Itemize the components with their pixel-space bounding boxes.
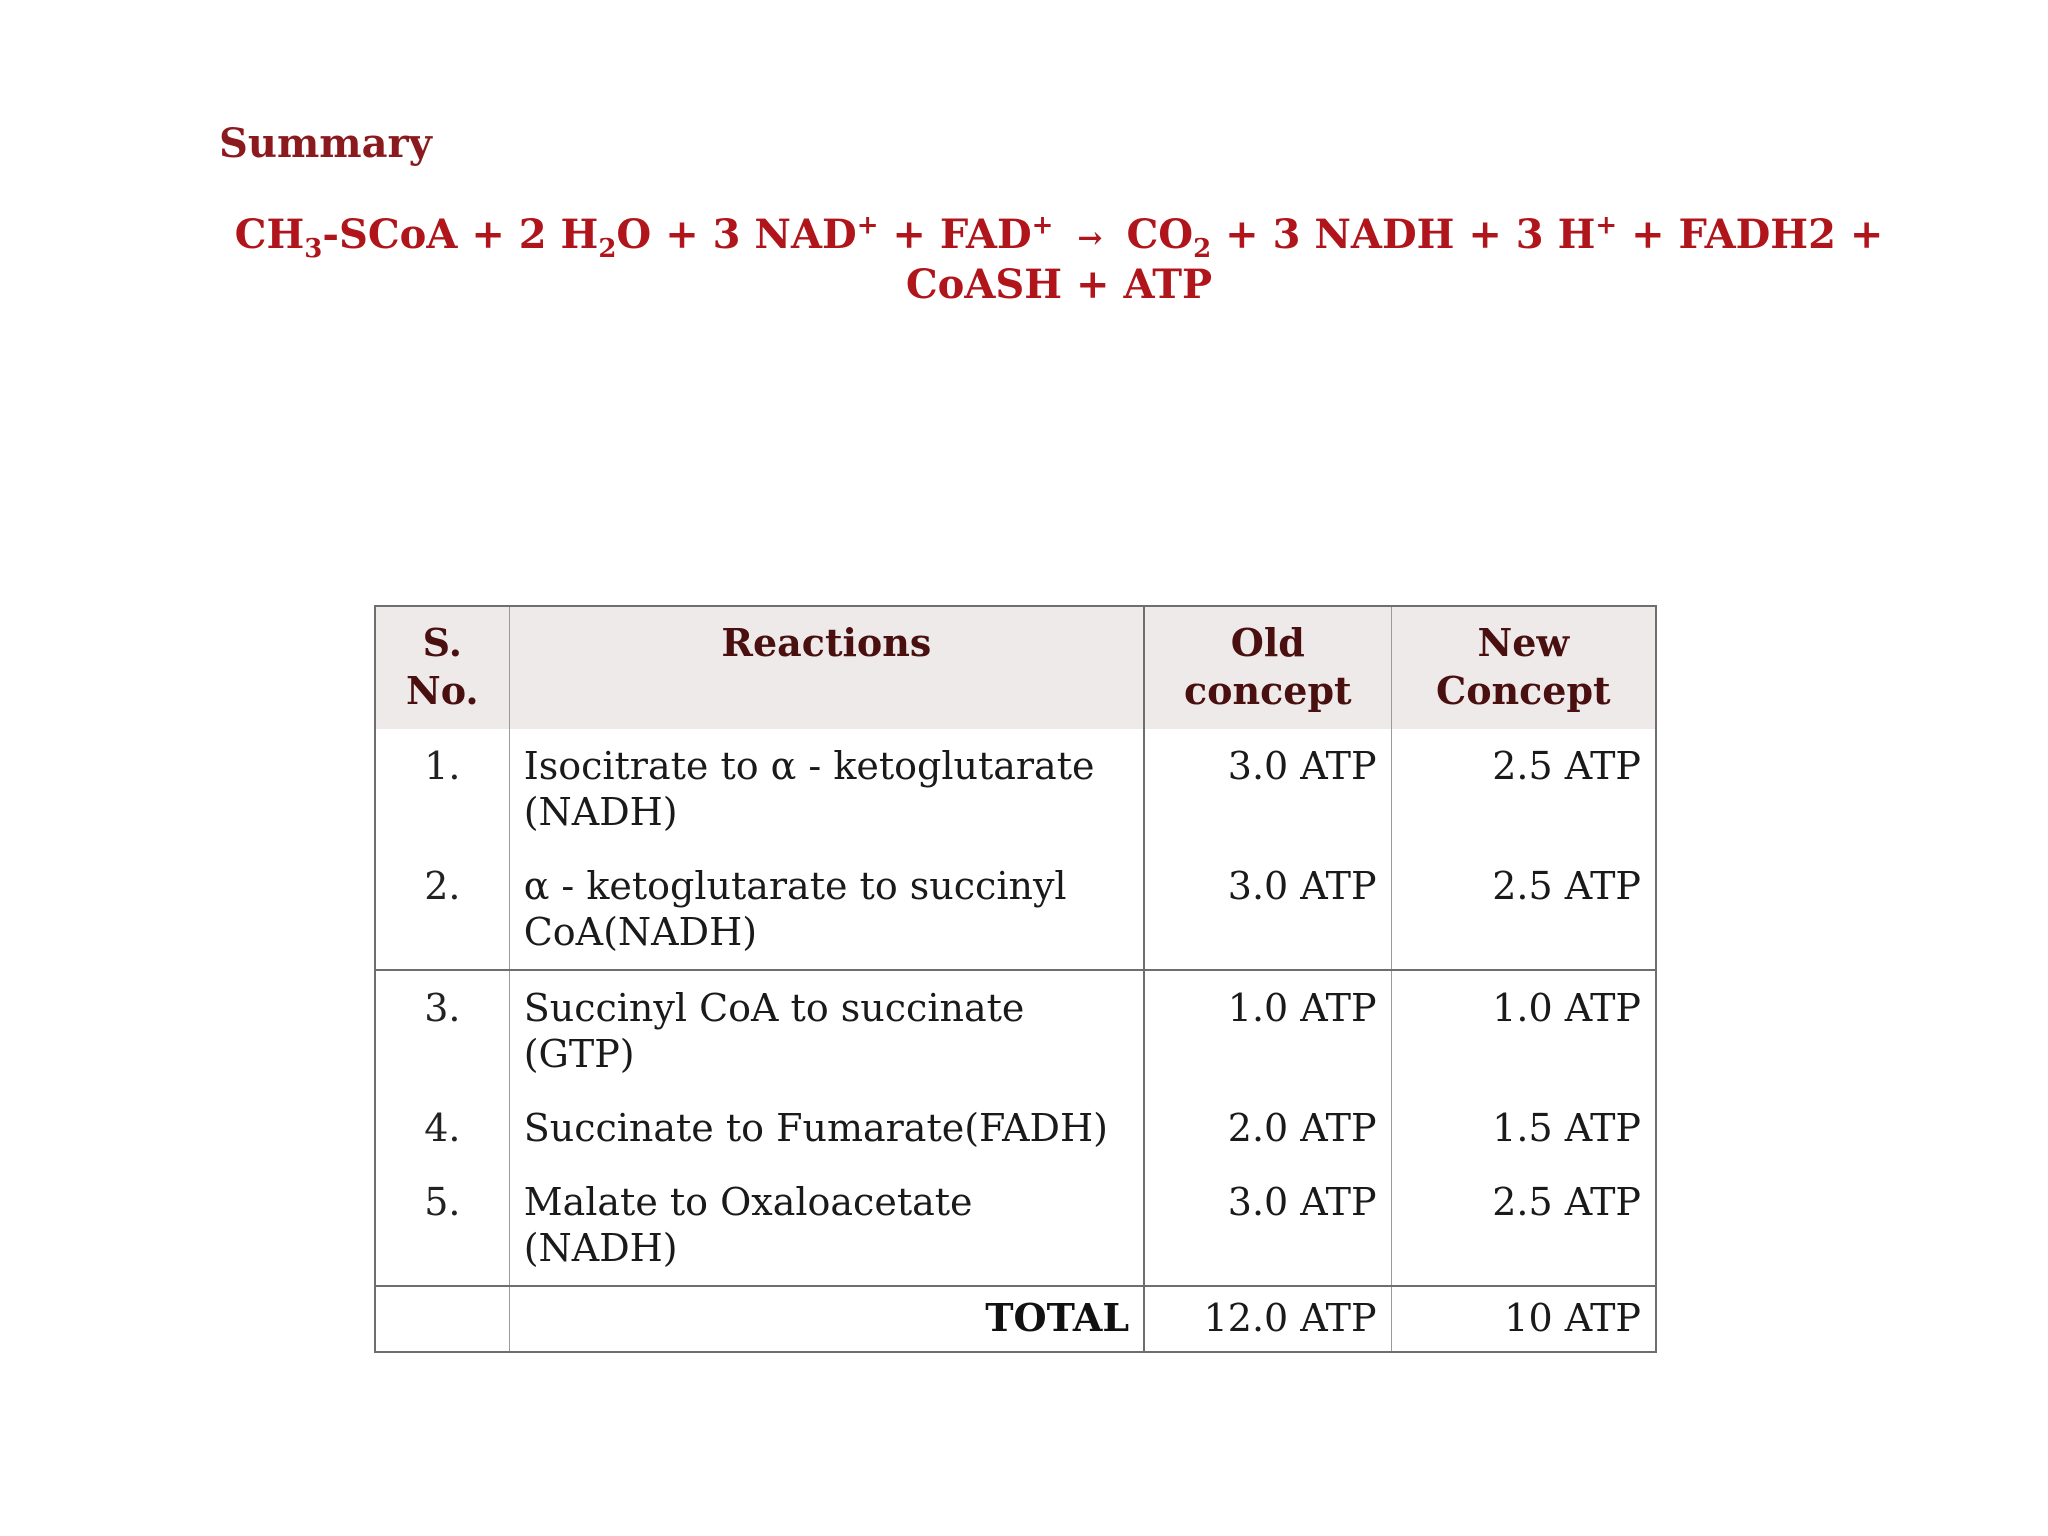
- header-text: S.: [422, 620, 462, 665]
- cell-new-concept: 1.0 ATP: [1391, 970, 1656, 1091]
- equation-subscript: 2: [1193, 234, 1212, 264]
- equation-line-2: CoASH + ATP: [905, 261, 1213, 308]
- header-sno: [375, 606, 509, 729]
- cell-new-concept: 2.5 ATP: [1391, 849, 1656, 970]
- equation-superscript: +: [856, 210, 879, 241]
- reaction-text: α - ketoglutarate to succinyl: [523, 864, 1067, 908]
- total-old-concept: 12.0 ATP: [1144, 1286, 1391, 1352]
- cell-sno: 2.: [424, 864, 461, 908]
- equation-part: + 3 NADH + 3 H: [1211, 211, 1596, 258]
- reaction-text: (NADH): [523, 790, 678, 834]
- cell-sno: 3.: [375, 970, 509, 1091]
- header-text: Old: [1230, 620, 1305, 665]
- equation-line-1: [0, 212, 2048, 262]
- table-total-row: [375, 1286, 1656, 1352]
- cell-reaction: [509, 729, 1144, 849]
- cell-sno: 5.: [424, 1180, 461, 1224]
- cell-new-concept: 2.5 ATP: [1391, 1165, 1656, 1286]
- equation-part: CO: [1126, 211, 1194, 258]
- total-label: TOTAL: [509, 1286, 1144, 1352]
- equation-part: + FADH2 +: [1617, 211, 1884, 258]
- cell-old-concept: 1.0 ATP: [1144, 970, 1391, 1091]
- total-new-concept: 10 ATP: [1391, 1286, 1656, 1352]
- equation-part: + FAD: [878, 211, 1032, 258]
- header-text: Concept: [1435, 668, 1611, 713]
- equation-part: O + 3 NAD: [616, 211, 857, 258]
- cell-old-concept: 3.0 ATP: [1144, 729, 1391, 849]
- equation-subscript: 3: [304, 234, 323, 264]
- cell-sno: 4.: [424, 1106, 461, 1150]
- equation-subscript: 2: [598, 234, 617, 264]
- cell-old-concept: 2.0 ATP: [1144, 1091, 1391, 1165]
- header-text: No.: [406, 668, 479, 713]
- equation-superscript: +: [1595, 210, 1618, 241]
- atp-yield-table: [374, 605, 1657, 1353]
- cell-new-concept: 1.5 ATP: [1391, 1091, 1656, 1165]
- header-text: concept: [1184, 668, 1352, 713]
- cell-reaction: Succinyl CoA to succinate (GTP): [509, 970, 1144, 1091]
- cell-reaction: Malate to Oxaloacetate (NADH): [509, 1165, 1144, 1286]
- cell-sno: 1.: [424, 744, 461, 788]
- reaction-arrow-icon: →: [1077, 221, 1103, 256]
- reaction-text: CoA(NADH): [523, 910, 758, 954]
- header-text: New: [1477, 620, 1570, 665]
- header-reactions: Reactions: [509, 606, 1144, 729]
- header-old-concept: [1144, 606, 1391, 729]
- cell-sno-empty: [375, 1286, 509, 1352]
- cell-reaction: [509, 849, 1144, 970]
- cell-old-concept: 3.0 ATP: [1144, 1165, 1391, 1286]
- table-row: [375, 970, 1656, 1091]
- equation-part: CH: [234, 211, 305, 258]
- equation-part: -SCoA + 2 H: [322, 211, 599, 258]
- table-row: [375, 729, 1656, 849]
- table-row: [375, 849, 1656, 970]
- header-new-concept: [1391, 606, 1656, 729]
- table-row: [375, 1165, 1656, 1286]
- cell-reaction: Succinate to Fumarate(FADH): [509, 1091, 1144, 1165]
- equation-superscript: +: [1031, 210, 1054, 241]
- table-row: [375, 1091, 1656, 1165]
- reaction-text: Isocitrate to α - ketoglutarate: [523, 744, 1095, 788]
- table-header-row: [375, 606, 1656, 729]
- page-title: Summary: [219, 120, 432, 167]
- reaction-equation: [0, 212, 2048, 308]
- cell-new-concept: 2.5 ATP: [1391, 729, 1656, 849]
- cell-old-concept: 3.0 ATP: [1144, 849, 1391, 970]
